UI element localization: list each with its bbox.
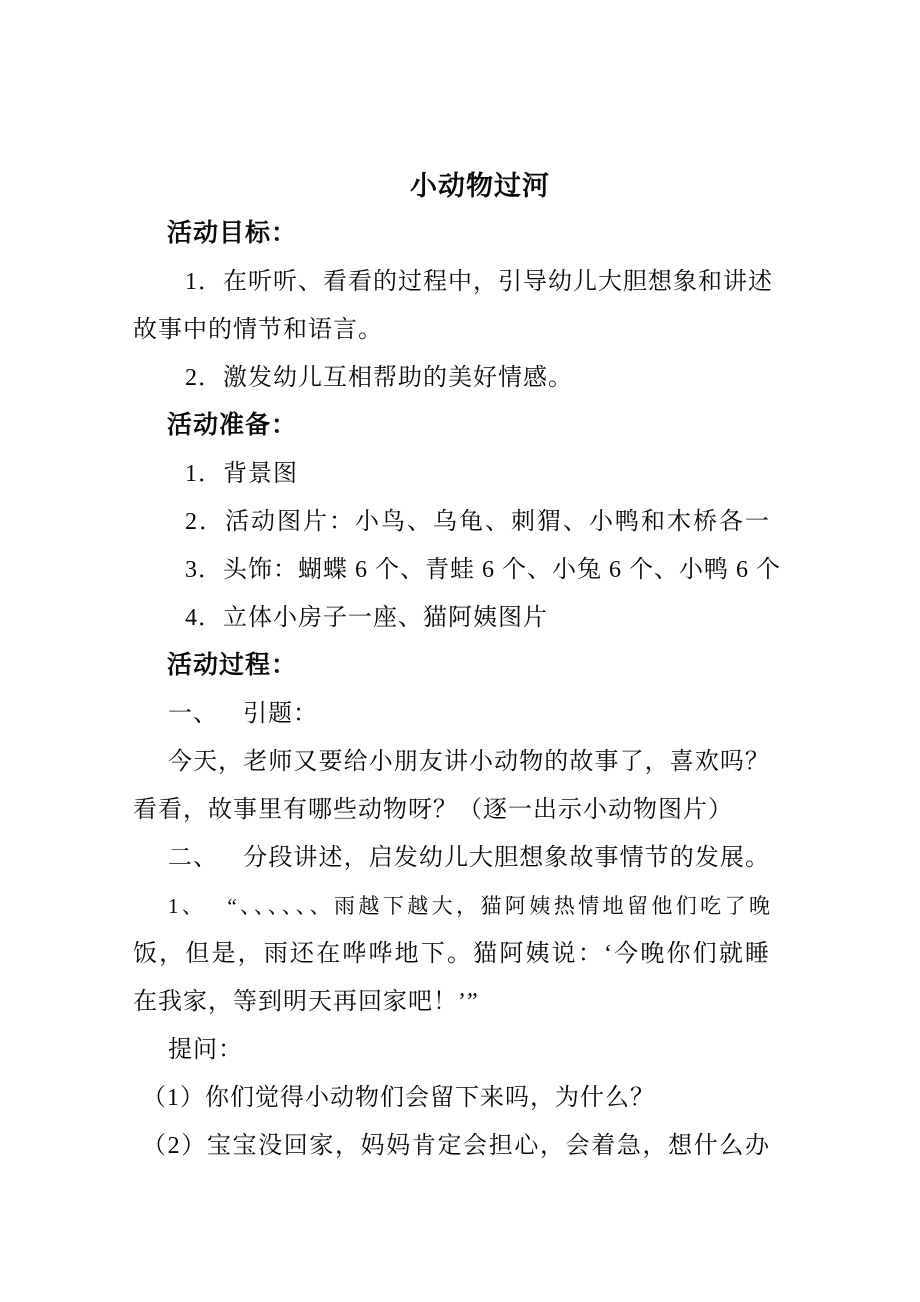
questions-label: 提问： — [168, 1037, 243, 1063]
story-segment-line-3: 在我家，等到明天再回家吧！’” — [133, 989, 479, 1015]
process-step-2-title: 二、 分段讲述，启发幼儿大胆想象故事情节的发展。 — [168, 845, 770, 871]
story-segment-line-2: 饭，但是，雨还在哗哗地下。猫阿姨说：‘今晚你们就睡 — [133, 941, 770, 967]
goal-item-1-line-2: 故事中的情节和语言。 — [133, 317, 383, 343]
story-segment-line-1: 1、 “、、、、、、雨越下越大，猫阿姨热情地留他们吃了晚 — [168, 894, 770, 918]
prep-item-1: 1．背景图 — [185, 461, 298, 487]
prep-item-3: 3．头饰：蝴蝶 6 个、青蛙 6 个、小兔 6 个、小鸭 6 个 — [185, 557, 781, 583]
prep-item-2: 2．活动图片：小鸟、乌龟、刺猬、小鸭和木桥各一 — [185, 509, 770, 535]
process-step-1-title: 一、 引题： — [168, 701, 318, 727]
intro-paragraph-line-1: 今天，老师又要给小朋友讲小动物的故事了，喜欢吗？ — [168, 749, 770, 775]
question-1: （1）你们觉得小动物们会留下来吗，为什么？ — [142, 1085, 655, 1111]
heading-activity-process: 活动过程： — [167, 652, 298, 679]
doc-title: 小动物过河 — [410, 171, 550, 201]
intro-paragraph-line-2: 看看，故事里有哪些动物呀？（逐一出示小动物图片） — [133, 797, 733, 823]
heading-activity-preparation: 活动准备： — [167, 412, 298, 439]
goal-item-2: 2．激发幼儿互相帮助的美好情感。 — [185, 365, 573, 391]
question-2: （2）宝宝没回家，妈妈肯定会担心，会着急，想什么办 — [142, 1133, 770, 1159]
goal-item-1-line-1: 1．在听听、看看的过程中，引导幼儿大胆想象和讲述 — [185, 269, 773, 295]
prep-item-4: 4．立体小房子一座、猫阿姨图片 — [185, 605, 548, 631]
heading-activity-goals: 活动目标： — [167, 220, 298, 247]
